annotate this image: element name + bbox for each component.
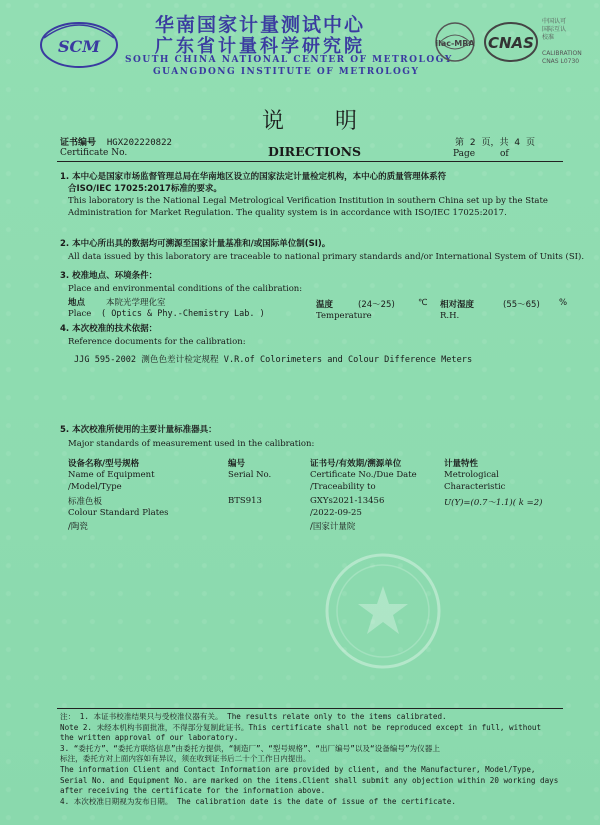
place-value-cn: 本院光学理化室 bbox=[106, 298, 166, 308]
institute-name-en-2: GUANGDONG INSTITUTE OF METROLOGY bbox=[153, 67, 420, 77]
cert-no-label-en: Certificate No. bbox=[60, 148, 128, 158]
col-metrological-header-cn: 计量特性 bbox=[444, 459, 479, 469]
note-line: 注： 1. 本证书校准结果只与受校准仪器有关。 The results relate only to the items calibrated. bbox=[60, 712, 447, 721]
section-4-en: Reference documents for the calibration: bbox=[68, 337, 246, 347]
cnas-logo-text: CNAS bbox=[488, 34, 534, 52]
cnas-en-text bbox=[542, 50, 582, 66]
note-line: 标注，委托方对上面内容如有异议，须在收到证书后二十个工作日内提出。 bbox=[60, 754, 311, 764]
rh-unit: % bbox=[559, 298, 568, 308]
institute-name-en-1: SOUTH CHINA NATIONAL CENTER OF METROLOGY bbox=[125, 55, 453, 65]
section-5-en: Major standards of measurement used in the calibration: bbox=[68, 439, 315, 449]
note-line: the written approval of our laboratory. bbox=[60, 733, 239, 743]
col-serial-header-cn: 编号 bbox=[228, 459, 246, 469]
note-line: 3. “委托方”、“委托方联络信息”由委托方提供，“制造厂”、“型号规格”、“出厂编号”以及“设备编号”为仪器上 bbox=[60, 743, 440, 753]
place-label-en: Place bbox=[68, 309, 92, 319]
temp-label-en: Temperature bbox=[316, 311, 372, 321]
note-line: after receiving the certificate for the information above. bbox=[60, 786, 326, 796]
institute-name-cn-1: 华南国家计量测试中心 bbox=[155, 14, 366, 36]
col-cert-header-en-2: /Traceability to bbox=[310, 482, 376, 492]
col-equipment-header-en-1: Name of Equipment bbox=[68, 470, 155, 480]
page-title: 说 明 bbox=[262, 109, 379, 134]
page-label-en: Page bbox=[453, 149, 476, 159]
ilac-mra-logo bbox=[430, 20, 480, 68]
section-3-cn: 3. 校准地点、环境条件： bbox=[60, 271, 158, 281]
temp-label-cn: 温度 bbox=[316, 300, 334, 310]
section-5-cn: 5. 本次校准所使用的主要计量标准器具： bbox=[60, 425, 217, 435]
scm-logo-text: SCM bbox=[58, 37, 100, 56]
institute-name-cn-2: 广东省计量科学研究院 bbox=[155, 36, 365, 57]
note-line: Note 2. 未经本机构书面批准，不得部分复制此证书。This certificate shall not be reproduced except in full, without bbox=[60, 722, 542, 732]
section-2-en: All data issued by this laboratory are traceable to national primary standards and/or International System of Units (SI). bbox=[68, 252, 585, 262]
notes-divider bbox=[57, 708, 563, 709]
temp-value: (24～25) bbox=[358, 300, 395, 310]
directions-heading: DIRECTIONS bbox=[268, 144, 362, 159]
place-label-cn: 地点 bbox=[68, 298, 86, 308]
cnas-cn-text bbox=[542, 18, 566, 42]
place-value-en: ( Optics & Phy.-Chemistry Lab. ) bbox=[101, 309, 265, 319]
col-metrological-header-en-1: Metrological bbox=[444, 470, 499, 480]
page-label: 页 bbox=[526, 138, 536, 148]
section-2-cn: 2. 本中心所出具的数据均可溯源至国家计量基准和/或国际单位制(SI)。 bbox=[60, 239, 331, 249]
section-1-en-line-2: Administration for Market Regulation. The quality system is in accordance with ISO/IEC 17025:2017. bbox=[68, 208, 507, 218]
official-seal bbox=[322, 550, 444, 672]
notes-block bbox=[60, 712, 558, 807]
page-label: 第 bbox=[455, 138, 465, 148]
note-line: Serial No. and Equipment No. are marked on the items.Client shall submit any objection within 20 working days bbox=[60, 775, 559, 785]
row-cert-no: GXYs2021-13456 bbox=[310, 496, 385, 506]
note-line: The information Client and Contact Information are provided by client, and the Manufacturer, Model/Type, bbox=[60, 764, 536, 774]
col-serial-header-en: Serial No. bbox=[228, 470, 272, 480]
rh-value: (55～65) bbox=[503, 300, 540, 310]
section-4-cn: 4. 本次校准的技术依据： bbox=[60, 324, 158, 334]
cnas-cn-line: 中国认可 bbox=[542, 18, 567, 25]
col-equipment-header-cn: 设备名称/型号规格 bbox=[68, 459, 140, 469]
rh-label-cn: 相对湿度 bbox=[440, 300, 475, 310]
section-1-cn-line-1: 1. 本中心是国家市场监督管理总局在华南地区设立的国家法定计量检定机构，本中心的质量管理体系符 bbox=[60, 172, 447, 182]
cnas-cn-line: 国际互认 bbox=[542, 26, 567, 33]
row-metrological-characteristic: U(Y)=(0.7～1.1)( k =2) bbox=[444, 498, 543, 508]
of-label-en: of bbox=[500, 149, 509, 159]
cert-no-row bbox=[60, 135, 172, 148]
col-metrological-header-en-2: Characteristic bbox=[444, 482, 506, 492]
row-due-date: /2022-09-25 bbox=[310, 508, 362, 518]
section-3-en: Place and environmental conditions of the calibration: bbox=[68, 284, 303, 294]
ilac-mra-text: ilac-MRA bbox=[435, 39, 475, 48]
page-current: 2 bbox=[469, 138, 476, 148]
header-divider bbox=[57, 161, 563, 162]
col-cert-header-en-1: Certificate No./Due Date bbox=[310, 470, 417, 480]
section-1-cn-line-2: 合ISO/IEC 17025:2017标准的要求。 bbox=[68, 184, 222, 194]
page-total: 4 bbox=[514, 138, 521, 148]
cert-no-label-cn: 证书编号 bbox=[60, 138, 97, 148]
section-1-en-line-1: This laboratory is the National Legal Metrological Verification Institution in southern China set up by the State bbox=[68, 196, 548, 206]
row-serial-no: BTS913 bbox=[228, 496, 262, 506]
cnas-logo bbox=[482, 20, 540, 68]
row-equipment-name-cn: 标准色板 bbox=[68, 497, 103, 507]
row-traceability: /国家计量院 bbox=[310, 522, 356, 532]
page-number-cn bbox=[455, 135, 535, 148]
scm-logo bbox=[38, 18, 120, 72]
col-equipment-header-en-2: /Model/Type bbox=[68, 482, 122, 492]
page-label: 页，共 bbox=[481, 138, 509, 148]
cnas-cn-line: 校准 bbox=[542, 34, 555, 41]
rh-label-en: R.H. bbox=[440, 311, 460, 321]
cnas-en-line: CALIBRATION bbox=[542, 50, 582, 57]
note-line: 4. 本次校准日期视为发布日期。 The calibration date is the date of issue of the certificate. bbox=[60, 796, 456, 806]
reference-document: JJG 595-2002 测色色差计检定规程 V.R.of Colorimeters and Colour Difference Meters bbox=[74, 355, 473, 365]
col-cert-header-cn: 证书号/有效期/溯源单位 bbox=[310, 459, 402, 469]
temp-unit: ℃ bbox=[418, 298, 428, 308]
row-equipment-model: /陶瓷 bbox=[68, 522, 88, 532]
cert-no-value: HGX202220822 bbox=[106, 138, 172, 148]
cnas-en-line: CNAS L0730 bbox=[542, 58, 580, 65]
row-equipment-name-en: Colour Standard Plates bbox=[68, 508, 169, 518]
